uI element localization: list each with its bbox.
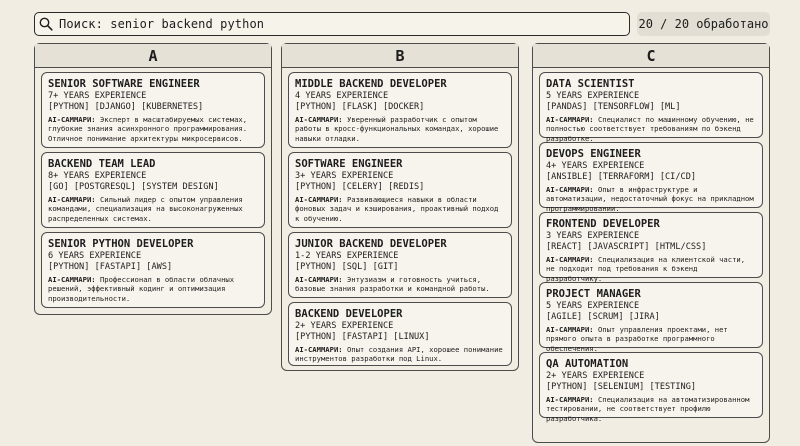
card-tags: [PYTHON] [DJANGO] [KUBERNETES] [48, 102, 204, 112]
search-icon [39, 17, 53, 31]
search-bar[interactable] [34, 12, 630, 36]
card-experience: 4 YEARS EXPERIENCE [295, 91, 389, 101]
card-experience: 1-2 YEARS EXPERIENCE [295, 251, 399, 261]
card-tags: [AGILE] [SCRUM] [JIRA] [546, 312, 660, 322]
summary-label: AI-САММАРИ: [295, 195, 343, 204]
summary-label: AI-САММАРИ: [546, 255, 594, 264]
summary-text: Профессионал в области облачных решений, эффективный кодинг и оптимизация производительности. [48, 275, 235, 303]
card-tags: [PANDAS] [TENSORFLOW] [ML] [546, 102, 681, 112]
card-summary [546, 395, 756, 423]
card-summary [295, 115, 505, 143]
card-title: SENIOR PYTHON DEVELOPER [48, 238, 194, 250]
candidate-card[interactable] [288, 302, 512, 366]
summary-text: Энтузиазм и готовность учиться, базовые знания разработки и командной работы. [295, 275, 490, 294]
candidate-card[interactable] [41, 152, 265, 228]
card-experience: 2+ YEARS EXPERIENCE [295, 321, 394, 331]
summary-label: AI-САММАРИ: [546, 185, 594, 194]
card-tags: [PYTHON] [FASTAPI] [AWS] [48, 262, 173, 272]
candidate-card[interactable] [41, 72, 265, 148]
candidate-card[interactable] [288, 152, 512, 228]
card-experience: 5 YEARS EXPERIENCE [546, 91, 640, 101]
card-title: QA AUTOMATION [546, 358, 629, 370]
summary-text: Опыт в инфраструктуре и автоматизации, недостаточный фокус на прикладном программировании. [546, 185, 754, 213]
summary-label: AI-САММАРИ: [48, 115, 96, 124]
top-bar [34, 12, 770, 36]
card-summary [48, 275, 258, 303]
card-title: JUNIOR BACKEND DEVELOPER [295, 238, 447, 250]
card-experience: 2+ YEARS EXPERIENCE [546, 371, 645, 381]
card-experience: 5 YEARS EXPERIENCE [546, 301, 640, 311]
card-experience: 8+ YEARS EXPERIENCE [48, 171, 147, 181]
summary-text: Опыт создания API, хорошее понимание инструментов разработки под Linux. [295, 345, 503, 364]
card-title: MIDDLE BACKEND DEVELOPER [295, 78, 447, 90]
summary-label: AI-САММАРИ: [295, 345, 343, 354]
card-title: BACKEND TEAM LEAD [48, 158, 156, 170]
summary-label: AI-САММАРИ: [48, 275, 96, 284]
card-tags: [PYTHON] [FASTAPI] [LINUX] [295, 332, 430, 342]
card-title: DEVOPS ENGINEER [546, 148, 641, 160]
summary-text: Специализация на клиентской части, не подходит под требования к бэкенд разработчику. [546, 255, 746, 283]
candidate-card[interactable] [539, 142, 763, 213]
card-summary [48, 195, 258, 223]
summary-label: AI-САММАРИ: [546, 325, 594, 334]
card-summary [48, 115, 258, 143]
summary-text: Эксперт в масштабируемых системах, глубокие знания асинхронного программирования. Отличное понимание архитектуры микросервисов. [48, 115, 248, 143]
search-prefix: Поиск: [59, 17, 111, 31]
card-title: SOFTWARE ENGINEER [295, 158, 403, 170]
card-experience: 3 YEARS EXPERIENCE [546, 231, 640, 241]
card-experience: 4+ YEARS EXPERIENCE [546, 161, 645, 171]
card-title: SENIOR SOFTWARE ENGINEER [48, 78, 200, 90]
candidate-card[interactable] [539, 72, 763, 143]
summary-text: Развивающиеся навыки в области фоновых задач и кэширования, проактивный подход к обучению. [295, 195, 499, 223]
card-tags: [PYTHON] [SELENIUM] [TESTING] [546, 382, 697, 392]
summary-text: Специализация на автоматизированном тестировании, не соответствует профилю разработчика. [546, 395, 750, 423]
column-header: B [282, 44, 518, 68]
card-summary [546, 325, 756, 353]
search-query: senior backend python [110, 17, 265, 31]
card-summary [546, 255, 756, 283]
card-tags: [GO] [POSTGRESQL] [SYSTEM DESIGN] [48, 182, 219, 192]
card-experience: 7+ YEARS EXPERIENCE [48, 91, 147, 101]
card-tags: [REACT] [JAVASCRIPT] [HTML/CSS] [546, 242, 707, 252]
card-tags: [ANSIBLE] [TERRAFORM] [CI/CD] [546, 172, 697, 182]
candidate-card[interactable] [539, 212, 763, 283]
card-experience: 3+ YEARS EXPERIENCE [295, 171, 394, 181]
search-input[interactable] [59, 17, 264, 31]
column-header: C [533, 44, 769, 68]
card-summary [295, 195, 505, 223]
card-summary [546, 185, 756, 213]
column-b [281, 43, 519, 371]
card-summary [546, 115, 756, 143]
candidate-card[interactable] [41, 232, 265, 308]
candidate-card[interactable] [288, 72, 512, 148]
card-title: PROJECT MANAGER [546, 288, 641, 300]
candidate-card[interactable] [288, 232, 512, 298]
card-title: DATA SCIENTIST [546, 78, 635, 90]
column-c [532, 43, 770, 443]
summary-label: AI-САММАРИ: [295, 275, 343, 284]
card-tags: [PYTHON] [SQL] [GIT] [295, 262, 399, 272]
summary-text: Специалист по машинному обучению, не полностью соответствует требованиям по бэкенд разработке. [546, 115, 754, 143]
summary-text: Уверенный разработчик с опытом работы в кросс-функциональных командах, хорошие навыки отладки. [295, 115, 499, 143]
summary-label: AI-САММАРИ: [295, 115, 343, 124]
summary-text: Опыт управления проектами, нет прямого опыта в разработке программного обеспечения. [546, 325, 728, 353]
summary-label: AI-САММАРИ: [48, 195, 96, 204]
card-title: FRONTEND DEVELOPER [546, 218, 660, 230]
processed-counter: 20 / 20 обработано [637, 12, 770, 36]
column-header: A [35, 44, 271, 68]
card-tags: [PYTHON] [CELERY] [REDIS] [295, 182, 425, 192]
candidate-card[interactable] [539, 352, 763, 423]
card-experience: 6 YEARS EXPERIENCE [48, 251, 142, 261]
candidate-card[interactable] [539, 282, 763, 353]
summary-label: AI-САММАРИ: [546, 115, 594, 124]
card-summary [295, 275, 505, 294]
summary-label: AI-САММАРИ: [546, 395, 594, 404]
card-title: BACKEND DEVELOPER [295, 308, 403, 320]
column-a [34, 43, 272, 315]
card-summary [295, 345, 505, 364]
card-tags: [PYTHON] [FLASK] [DOCKER] [295, 102, 425, 112]
summary-text: Сильный лидер с опытом управления командами, специализация на высоконагруженных распределенных системах. [48, 195, 243, 223]
